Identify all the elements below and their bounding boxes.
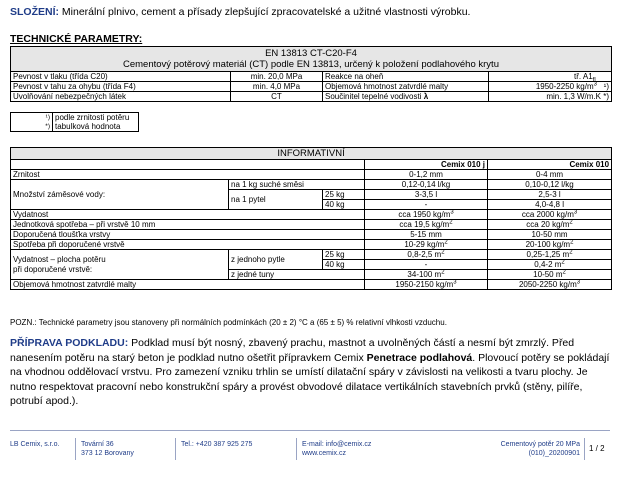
info-value-a [365,250,488,260]
priprava-text-cont: . Plovoucí potěry se pokládají na vhodnou oddělovací vrstvu. Pro zamezení vzniku trhlin se umístí dilatační spáry v závislosti na velikosti a tvaru plochy. Je nutno respektovat pracovní nebo konstrukční spáry a provést obvodové dilatace vertikálních stavebních prvků (stěny, pilíře, potrubí apod.). [10,351,610,408]
col-b-header: Cemix 010 [488,160,612,170]
info-row-voda [11,180,612,190]
info-row-spotreba [11,220,612,230]
priprava-text: Podklad musí být nosný, zbavený prachu, mastnot a uvolněných částí a nesmí být zmrzlý. Před nanesením potěru na starý beton je podklad nutno ošetřit přípravkem Cemix [10,337,575,364]
unit-sup: 2 [449,219,453,226]
footer-contact [302,440,371,458]
info-value-a [365,210,488,220]
density-value: 1950-2250 kg/m [535,82,594,91]
info-sublabel: z jednoho pytle [229,250,323,270]
footer-company: LB Cemix, s.r.o. [10,441,60,448]
footer-divider [10,430,610,431]
value-text: 0,8-2,5 m [407,250,442,259]
fire-class-sub: fl [592,77,596,84]
param-label: Pevnost v tlaku (třída C20) [11,72,231,82]
param-value: CT [231,92,323,102]
priprava-section [10,336,610,409]
footer-email-link[interactable]: E-mail: info@cemix.cz [302,441,372,448]
info-value-a: 5-15 mm [365,230,488,240]
info-value-b [488,270,612,280]
info-value-a [365,240,488,250]
unit-sup: 3 [573,209,578,216]
slozeni-section [10,6,610,19]
technical-table [10,46,612,102]
lambda-symbol: λ [423,92,429,101]
footer-sep [175,438,176,460]
info-value-b [488,260,612,270]
info-row-tloustka [11,230,612,240]
footer-doc [470,440,580,458]
unit-sup: 2 [441,269,445,276]
info-value-b: 4,0-4,8 l [488,200,612,210]
info-value-a: 0,12-0,14 l/kg [365,180,488,190]
footer-tel: Tel.: +420 387 925 275 [181,441,253,448]
info-label-line: Vydatnost – plocha potěru [13,254,106,264]
footer-sep [296,438,297,460]
informative-heading-row [11,148,612,160]
info-label: Jednotková spotřeba – při vrstvě 10 mm [11,220,365,230]
info-value-a: 0-1,2 mm [365,170,488,180]
value-text: cca 20 kg/m [526,220,570,229]
info-label: Objemová hmotnost zatvrdlé malty [11,280,365,290]
density-note: ¹) [603,82,609,91]
thermal-label: Součinitel tepelné vodivosti [325,92,422,101]
info-unit: 40 kg [323,260,365,270]
info-value-a: 3-3,5 l [365,190,488,200]
info-unit: 25 kg [323,190,365,200]
info-value-b [488,220,612,230]
info-label: Vydatnost [11,210,365,220]
informative-table [10,147,612,290]
info-value-b: 10-50 mm [488,230,612,240]
footer-doc-title: Cementový potěr 20 MPa [500,441,580,448]
technical-heading: TECHNICKÉ PARAMETRY: [10,33,143,45]
value-text: 10-50 m [533,270,563,279]
param-label [323,92,489,102]
unit-sup: 2 [444,239,448,246]
info-value-b: 0,10-0,12 l/kg [488,180,612,190]
info-value-b [488,240,612,250]
footer-sep [75,438,76,460]
value-text: 10-29 kg/m [404,240,445,249]
footer-web-link[interactable]: www.cemix.cz [302,450,346,457]
slozeni-text: Minerální plnivo, cement a přísady zlepšující zpracovatelské a užitné vlastnosti výrobku. [61,6,471,18]
unit-sup: 2 [570,239,574,246]
value-text: cca 2000 kg/m [521,210,574,219]
info-value-b: 0-4 mm [488,170,612,180]
informative-heading: INFORMATIVNÍ [11,148,612,160]
info-sublabel: na 1 pytel [229,190,323,210]
technical-desc-row [11,59,612,72]
footer-sep [584,438,585,460]
info-value-a [365,220,488,230]
footer-doc-code: (010)_20200901 [528,450,580,457]
note-row [11,113,139,123]
unit-sup: 2 [569,219,573,226]
info-row-objem [11,280,612,290]
info-value-a: - [365,260,488,270]
technical-row [11,72,612,82]
unit-sup: 3 [450,209,454,216]
info-row-zrnitost [11,170,612,180]
value-text: cca 19,5 kg/m [399,220,450,229]
param-value: min. 1,3 W/m.K *) [489,92,612,102]
info-row-plocha-25 [11,250,612,260]
empty-cell [11,160,365,170]
info-value-b [488,250,612,260]
note-text: tabulková hodnota [53,122,139,132]
info-value-a: - [365,200,488,210]
value-text: 1950-2150 kg/m [395,280,454,289]
info-label: Zrnitost [11,170,365,180]
info-value-a [365,280,488,290]
slozeni-label: SLOŽENÍ: [10,6,59,18]
note-mark: ¹) [11,113,53,123]
note-row [11,122,139,132]
value-text: 0,25-1,25 m [526,250,570,259]
pozn-note: POZN.: Technické parametry jsou stanoveny při normálních podmínkách (20 ± 2) °C a (65 ± 5) % relativní vlhkosti vzduchu. [10,318,447,327]
info-row-vydatnost [11,210,612,220]
info-value-b [488,280,612,290]
info-unit: 25 kg [323,250,365,260]
priprava-product: Penetrace podlahová [366,351,473,364]
info-label [11,250,229,280]
param-value: min. 20,0 MPa [231,72,323,82]
note-mark: *) [11,122,53,132]
note-text: podle zrnitosti potěru [53,113,139,123]
col-a-header: Cemix 010 j [365,160,488,170]
info-sublabel: z jedné tuny [229,270,365,280]
technical-row [11,92,612,102]
info-row-spotreba-vrstva [11,240,612,250]
unit-sup: 3 [453,279,457,286]
column-header-row [11,160,612,170]
technical-notes [10,112,139,132]
technical-standard-row [11,47,612,60]
value-text: 0,4-2 m [534,260,562,269]
density-sup: 3 [593,81,597,88]
param-label: Reakce na oheň [323,72,489,82]
technical-row [11,82,612,92]
info-label: Spotřeba při doporučené vrstvě [11,240,365,250]
footer-street: Tovární 36 [81,441,114,448]
param-label: Objemová hmotnost zatvrdlé malty [323,82,489,92]
technical-standard: EN 13813 CT-C20-F4 [11,47,612,60]
value-text: cca 1950 kg/m [398,210,451,219]
priprava-label: PŘÍPRAVA PODKLADU: [10,337,129,349]
info-value-b [488,210,612,220]
value-text: 20-100 kg/m [525,240,571,249]
unit-sup: 3 [576,279,581,286]
unit-sup: 2 [441,249,445,256]
info-label: Množství záměsové vody: [11,180,229,210]
info-label: Doporučená tloušťka vrstvy [11,230,365,240]
page-number: 1 / 2 [589,444,605,453]
value-text: 34-100 m [407,270,442,279]
unit-sup: 2 [562,269,566,276]
footer-address [81,440,134,458]
unit-sup: 2 [569,249,573,256]
unit-sup: 2 [561,259,565,266]
info-sublabel: na 1 kg suché směsi [229,180,365,190]
value-text: 2050-2250 kg/m [518,280,577,289]
param-label: Pevnost v tahu za ohybu (třída F4) [11,82,231,92]
info-label-line: při doporučené vrstvě: [13,264,93,274]
info-value-b: 2,5-3 l [488,190,612,200]
info-unit: 40 kg [323,200,365,210]
param-value: min. 4,0 MPa [231,82,323,92]
param-label: Uvolňování nebezpečných látek [11,92,231,102]
footer-city: 373 12 Borovany [81,450,134,457]
fire-class: tř. A1 [573,72,593,81]
param-value [489,72,612,82]
technical-standard-desc: Cementový potěrový materiál (CT) podle EN 13813, určený k položení podlahového krytu [11,59,612,72]
param-value [489,82,612,92]
info-value-a [365,270,488,280]
